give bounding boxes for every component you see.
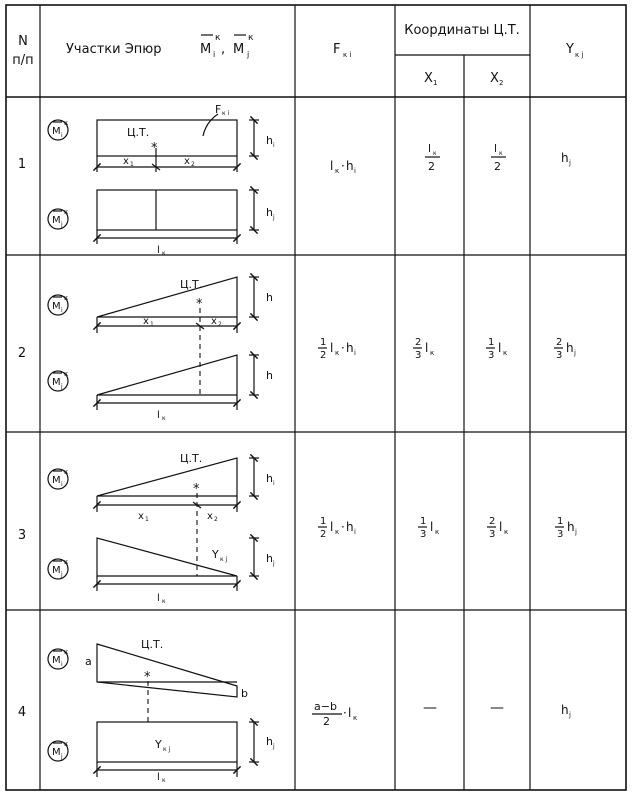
svg-text:l: l <box>330 159 334 173</box>
svg-text:x: x <box>143 316 149 327</box>
svg-text:i: i <box>354 528 356 536</box>
svg-text:h: h <box>266 369 273 382</box>
svg-text:2: 2 <box>556 337 563 348</box>
svg-text:к: к <box>64 740 69 748</box>
svg-text:к: к <box>353 714 358 722</box>
svg-text:h: h <box>567 520 575 534</box>
svg-text:h: h <box>346 159 354 173</box>
svg-text:x: x <box>184 156 190 167</box>
svg-text:i: i <box>213 50 216 59</box>
centroid-star: * <box>151 141 158 156</box>
svg-text:i: i <box>273 480 275 487</box>
svg-text:к: к <box>64 648 69 656</box>
svg-text:l: l <box>499 520 503 534</box>
svg-text:M: M <box>52 377 61 388</box>
svg-text:·: · <box>341 341 345 355</box>
svg-text:к: к <box>162 777 166 784</box>
row-2-diagram <box>48 277 273 422</box>
svg-text:к: к <box>430 349 435 357</box>
header-coords: Координаты Ц.Т. <box>404 23 520 38</box>
svg-text:j: j <box>574 349 576 357</box>
svg-text:l: l <box>428 142 432 155</box>
svg-text:Y: Y <box>212 548 219 561</box>
svg-text:l: l <box>430 520 434 534</box>
svg-text:*: * <box>193 482 200 497</box>
mj-circle-icon <box>48 370 68 391</box>
svg-text:j: j <box>273 560 275 567</box>
svg-text:3: 3 <box>415 350 422 361</box>
svg-text:к: к <box>64 370 69 378</box>
mi-circle-icon <box>48 294 68 315</box>
svg-text:x: x <box>123 156 129 167</box>
svg-text:j: j <box>61 571 63 578</box>
svg-text:M: M <box>52 565 61 576</box>
row-3-diagram <box>48 452 275 605</box>
header-num: N <box>18 34 28 49</box>
svg-text:2: 2 <box>323 715 330 728</box>
row-4-area-formula <box>312 700 357 728</box>
svg-text:2: 2 <box>489 516 496 527</box>
svg-text:3: 3 <box>489 529 496 540</box>
svg-text:к j: к j <box>575 51 584 59</box>
header-area: F <box>333 42 341 57</box>
svg-text:к: к <box>64 294 69 302</box>
header-y: Y <box>566 42 574 57</box>
svg-text:к: к <box>64 208 69 216</box>
svg-text:l: l <box>494 142 498 155</box>
svg-text:l: l <box>157 772 160 783</box>
svg-text:x: x <box>138 511 144 522</box>
svg-text:M: M <box>52 475 61 486</box>
svg-text:1: 1 <box>557 516 564 527</box>
svg-text:h: h <box>346 520 354 534</box>
svg-text:i: i <box>61 307 63 314</box>
row-3-y-formula <box>555 516 577 540</box>
fki-label: F <box>215 103 222 116</box>
svg-text:к: к <box>64 119 69 127</box>
svg-text:к i: к i <box>222 110 230 117</box>
svg-text:к: к <box>504 528 509 536</box>
svg-text:i: i <box>61 481 63 488</box>
row-2-num: 2 <box>17 346 27 361</box>
svg-text:Y: Y <box>155 738 162 751</box>
svg-text:к: к <box>64 558 69 566</box>
svg-text:j: j <box>569 159 571 167</box>
svg-text:1: 1 <box>150 321 154 328</box>
row-2-x1-formula <box>413 337 434 361</box>
svg-text:M: M <box>52 655 61 666</box>
row-1-x2-formula <box>491 142 506 173</box>
row-numbers <box>18 157 26 720</box>
svg-text:j: j <box>61 221 63 228</box>
svg-text:к: к <box>499 150 503 157</box>
svg-text:2: 2 <box>499 79 504 87</box>
svg-text:h: h <box>266 472 273 485</box>
svg-text:к: к <box>503 349 508 357</box>
svg-text:2: 2 <box>320 529 327 540</box>
mj-circle-icon <box>48 558 68 579</box>
header-sections: Участки Эпюр <box>66 42 162 57</box>
table-grid <box>6 5 626 790</box>
row-4-x2-formula: — <box>490 700 504 716</box>
svg-text:к i: к i <box>343 51 352 59</box>
formulas <box>312 142 577 728</box>
svg-text:2: 2 <box>494 160 501 173</box>
row-1-y-formula <box>561 151 571 167</box>
row-3-x2-formula <box>487 516 508 540</box>
svg-text:2: 2 <box>415 337 422 348</box>
svg-text:к: к <box>435 528 440 536</box>
row-1-x1-formula <box>425 142 440 173</box>
svg-text:l: l <box>330 341 334 355</box>
svg-text:x: x <box>211 316 217 327</box>
svg-text:M: M <box>52 301 61 312</box>
svg-text:j: j <box>61 383 63 390</box>
svg-text:l: l <box>330 520 334 534</box>
svg-text:l: l <box>498 341 502 355</box>
row-1-area-formula <box>330 159 356 175</box>
svg-text:к: к <box>162 250 166 257</box>
svg-text:i: i <box>273 142 275 149</box>
svg-text:к: к <box>335 349 340 357</box>
mi-circle-icon <box>48 648 68 669</box>
row-4-y-formula <box>561 703 571 719</box>
svg-text:Ц.Т.: Ц.Т. <box>180 278 203 291</box>
svg-text:a−b: a−b <box>314 700 337 713</box>
svg-text:Ц.Т.: Ц.Т. <box>141 638 164 651</box>
row-3-x1-formula <box>418 516 439 540</box>
svg-text:к: к <box>335 167 340 175</box>
mi-circle-icon <box>48 119 68 140</box>
svg-text:1: 1 <box>320 337 327 348</box>
svg-text:l: l <box>157 410 160 421</box>
svg-text:1: 1 <box>420 516 427 527</box>
row-4-diagram <box>48 638 275 784</box>
svg-text:i: i <box>61 661 63 668</box>
svg-text:2: 2 <box>214 516 218 523</box>
svg-text:h: h <box>266 134 273 147</box>
row-2-x2-formula <box>486 337 507 361</box>
row-2-area-formula <box>318 337 356 361</box>
svg-text:к: к <box>248 33 254 43</box>
header-mj: M <box>233 42 245 57</box>
svg-text:1: 1 <box>320 516 327 527</box>
svg-text:к: к <box>335 528 340 536</box>
svg-text:к j: к j <box>220 556 228 563</box>
svg-text:Ц.Т.: Ц.Т. <box>180 452 203 465</box>
row-1-diagram <box>48 103 275 257</box>
svg-text:h: h <box>266 291 273 304</box>
svg-text:b: b <box>241 687 248 700</box>
svg-text:h: h <box>566 341 574 355</box>
ct-label: Ц.Т. <box>127 126 150 139</box>
row-2-y-formula <box>554 337 576 361</box>
svg-text:2: 2 <box>218 321 222 328</box>
svg-text:l: l <box>425 341 429 355</box>
svg-text:h: h <box>561 151 569 165</box>
svg-text:3: 3 <box>488 350 495 361</box>
svg-text:x: x <box>207 511 213 522</box>
svg-text:M: M <box>52 126 61 137</box>
svg-text:h: h <box>346 341 354 355</box>
svg-text:j: j <box>575 528 577 536</box>
mj-circle-icon <box>48 740 68 761</box>
svg-text:к: к <box>162 415 166 422</box>
svg-text:*: * <box>144 670 151 685</box>
row-3-area-formula <box>318 516 356 540</box>
svg-text:h: h <box>266 206 273 219</box>
svg-text:i: i <box>61 132 63 139</box>
row-1-num: 1 <box>17 157 27 172</box>
svg-text:j: j <box>273 743 275 750</box>
svg-text:j: j <box>61 753 63 760</box>
svg-text:2: 2 <box>320 350 327 361</box>
mi-circle-icon <box>48 468 68 489</box>
header-x1: X <box>424 71 433 86</box>
svg-text:i: i <box>354 349 356 357</box>
svg-text:M: M <box>52 747 61 758</box>
svg-text:l: l <box>157 245 160 256</box>
header-num-sub: п/п <box>12 53 34 68</box>
svg-text:M: M <box>52 215 61 226</box>
svg-text:3: 3 <box>557 529 564 540</box>
svg-text:j: j <box>273 214 275 221</box>
svg-text:2: 2 <box>191 161 195 168</box>
svg-text:l: l <box>157 593 160 604</box>
svg-text:h: h <box>561 703 569 717</box>
svg-text:к j: к j <box>163 746 171 753</box>
svg-text:h: h <box>266 552 273 565</box>
row-4-x1-formula: — <box>423 700 437 716</box>
svg-text:2: 2 <box>428 160 435 173</box>
svg-text:к: к <box>215 33 221 43</box>
svg-text:·: · <box>343 706 347 720</box>
svg-text:1: 1 <box>433 79 438 87</box>
header-mi: M <box>200 42 212 57</box>
svg-text:i: i <box>354 167 356 175</box>
svg-text:к: к <box>433 150 437 157</box>
row-3-num: 3 <box>17 528 27 543</box>
mj-circle-icon <box>48 208 68 229</box>
svg-text:к: к <box>64 468 69 476</box>
svg-text:l: l <box>348 706 352 720</box>
svg-text:j: j <box>247 50 250 59</box>
svg-text:1: 1 <box>145 516 149 523</box>
svg-text:·: · <box>341 159 345 173</box>
svg-text:,: , <box>221 42 226 57</box>
svg-text:j: j <box>569 711 571 719</box>
svg-text:*: * <box>196 297 203 312</box>
svg-text:1: 1 <box>488 337 495 348</box>
header-x2: X <box>490 71 499 86</box>
svg-text:a: a <box>85 655 92 668</box>
svg-text:3: 3 <box>556 350 563 361</box>
svg-text:1: 1 <box>130 161 134 168</box>
svg-text:3: 3 <box>420 529 427 540</box>
svg-text:·: · <box>341 520 345 534</box>
svg-text:к: к <box>162 598 166 605</box>
row-4-num: 4 <box>17 705 27 720</box>
svg-text:h: h <box>266 735 273 748</box>
